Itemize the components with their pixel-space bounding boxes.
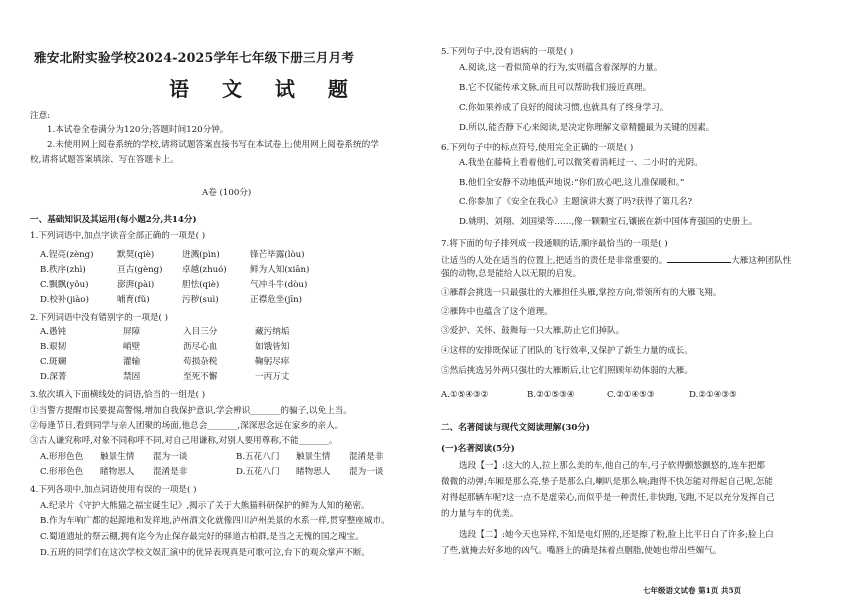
q4-option-c: C.蜀道遗址的祭云棚,拥有迄今为止保存最完好的驿道古柏群,是当之无愧的国之瑰宝。 xyxy=(40,532,364,542)
q7-intro-cont: 强的动物,总是能给人以无限的启发。 xyxy=(441,269,582,279)
q1-stem: 1.下列词语中,加点字读音全部正确的一项是( ) xyxy=(30,231,206,241)
q7-option: C.②①④⑤③ xyxy=(607,390,655,400)
notice-2b: 校,请将试题答案填涂、写在答题卡上。 xyxy=(30,155,179,165)
q3-sentence-1: ①当警方提醒市民要提高警惕,增加自我保护意识,学会辨识_______的骗子,以免上当。 xyxy=(30,406,352,416)
q5-stem: 5.下列句子中,没有语病的一项是( ) xyxy=(441,47,574,57)
q2-option-row: B.艰韧 峭壁 沥尽心血 如饿皆知 xyxy=(40,342,290,352)
exam-title: 雅安北附实验学校2024-2025学年七年级下册三月月考 xyxy=(34,50,355,65)
page-footer: 七年级语文试卷 第1页 共5页 xyxy=(643,586,742,595)
q3-option-row: A.形形色色 触景生情 混为一谈 B.五花八门 触景生情 混淆是非 xyxy=(40,452,384,462)
passage-2-line: 了些,就掩去好多地的凶气。嘴唇上的确是抹着点胭脂,使她也带出些媚气。 xyxy=(441,546,722,556)
q7-intro: 让适当的人处在适当的位置上,把适当的责任是非常重要的。 大雁这种团队性 xyxy=(441,256,792,266)
q7-options xyxy=(441,390,841,404)
q5-option-c: C.你如果养成了良好的阅读习惯,也就具有了终身学习。 xyxy=(459,103,669,113)
q1-option-row: C.飘飘(yǒu) 澎湃(pài) 胆怯(qiè) 气冲斗牛(dòu) xyxy=(40,280,308,290)
q7-answer-blank[interactable] xyxy=(667,254,731,263)
q7-sentence-5: ⑤然后挑选另外两只强壮的大雁断后,让它们照顾年幼体弱的大雁。 xyxy=(441,366,693,376)
q2-stem: 2.下列词语中没有错别字的一项是( ) xyxy=(30,313,168,323)
q6-option-b: B.他们全安静不动地低声地说:“你们放心吧,这儿准保暖和。” xyxy=(459,178,685,188)
notice-2a: 2.未使用网上阅卷系统的学校,请将试题答案直接书写在本试卷上;使用网上阅卷系统的学 xyxy=(47,140,379,150)
q7-stem: 7.将下面的句子排列成一段通顺的话,顺序最恰当的一项是( ) xyxy=(441,239,668,249)
q3-sentence-3: ③古人谦究称呼,对象不同称呼不同,对自己用谦称,对别人要用尊称,不能_______。 xyxy=(30,436,338,446)
passage-1-line: 对得起那辆车呢?这一点不是虚荣心,而似乎是一种责任,非快跑,飞跑,不足以充分发挥自己 xyxy=(441,493,775,503)
q3-sentence-2: ②每逢节日,看到同学与亲人团聚的场面,他总会_______,深深思念远在家乡的亲人。 xyxy=(30,421,344,431)
exam-subtitle: 语 文 试 题 xyxy=(169,77,361,101)
q3-stem: 3.依次填入下面横线处的词语,恰当的一组是( ) xyxy=(30,390,206,400)
q2-option-row: D.深菁 禁固 至死不懈 一丙万丈 xyxy=(40,372,290,382)
q6-option-a: A.我坐在藤椅上看着他们,可以微笑着消耗过一、二小时的光阴。 xyxy=(459,158,703,168)
q6-option-c: C.你参加了《安全在我心》主题演讲大赛了吗?获得了第几名? xyxy=(459,197,693,207)
q1-option-row: A.锃亮(zèng) 默契(qiè) 迸溅(pìn) 锋芒毕露(lòu) xyxy=(40,250,305,260)
q1-option-row: B.秩序(zhì) 亘古(gèng) 卓越(zhuó) 鲜为人知(xiān) xyxy=(40,265,310,275)
q7-sentence-2: ②雁阵中也蕴含了这个道理。 xyxy=(441,307,553,317)
q7-sentence-3: ③爱护、关怀、鼓舞每一只大雁,防止它们掉队。 xyxy=(441,326,625,336)
section-1-heading: 一、基础知识及其运用(每小题2分,共14分) xyxy=(30,215,197,225)
volume-a: A卷 (100分) xyxy=(202,188,252,198)
q6-option-d: D.姚明、刘翔、刘国梁等……,像一颗颗宝石,镶嵌在新中国体育强国的史册上。 xyxy=(459,217,758,227)
q3-option-row: C.形形色色 睹物思人 混淆是非 D.五花八门 睹物思人 混为一谈 xyxy=(40,467,384,477)
q7-sentence-4: ④这样的安排既保证了团队的飞行效率,又保护了新生力量的成长。 xyxy=(441,346,693,356)
q7-sentence-1: ①雁群会挑选一只最强壮的大雁担任头雁,掌控方向,带领所有的大雁飞翔。 xyxy=(441,288,722,298)
q6-stem: 6.下列句子中的标点符号,使用完全正确的一项是( ) xyxy=(441,143,634,153)
q4-option-b: B.作为车响广都的起源地和发祥地,泸州酒文化就像四川泸州美景的水系一样,贯穿整座城市。 xyxy=(40,516,390,526)
notice-1: 1.本试卷全卷满分为120分;答题时间120分钟。 xyxy=(47,125,229,135)
q2-option-row: C.斑斓 灌输 苟损杂税 鞠躬尽瘁 xyxy=(40,357,290,367)
q5-option-b: B.它不仅能传承文脉,而且可以帮助我们接近真理。 xyxy=(459,83,652,93)
passage-2-line: 选段【二】:她今天也异样,不知是电灯照的,还是擦了粉,脸上比平日白了许多;脸上白 xyxy=(459,530,774,540)
passage-1-line: 的力量与车的优美。 xyxy=(441,509,519,519)
q5-option-d: D.所以,能否静下心来阅读,是决定你理解文章精髓最为关键的因素。 xyxy=(459,123,715,133)
q7-option: D.②①④③⑤ xyxy=(689,390,737,400)
notice-label: 注意: xyxy=(30,111,51,121)
q5-option-a: A.阅读,这一看似简单的行为,实则蕴含着深厚的力量。 xyxy=(459,63,663,73)
passage-1-line: 选段【一】:这大的人,拉上那么美的车,他自己的车,弓子软得颤悠颤悠的,连车把都 xyxy=(459,461,766,471)
q1-option-row: D.校补(jiào) 哺育(fǔ) 污秽(suì) 正襟危坐(jīn) xyxy=(40,295,303,305)
q2-option-row: A.愚钝 屏障 入目三分 藏污纳垢 xyxy=(40,327,290,337)
passage-1-line: 微微的动弹;车厢是那么亮,垫子是那么白,喇叭是那么响;跑得不快怎能对得起自己呢,怎能 xyxy=(441,477,773,487)
q4-stem: 4.下列各项中,加点词语使用有误的一项是( ) xyxy=(30,485,197,495)
q4-option-a: A.纪录片《守护大熊猫之福宝诞生记》,揭示了关于大熊猫科研保护的鲜为人知的秘密。 xyxy=(40,501,370,511)
q4-option-d: D.五班的同学们在这次学校文娱汇演中的优异表现真是可歌可泣,台下的观众掌声不断。 xyxy=(40,548,371,558)
section-2-heading: 二、名著阅读与现代文阅读理解(30分) xyxy=(441,423,590,433)
q7-option: A.①⑤④③② xyxy=(441,390,489,400)
subsection-1-heading: (一)名著阅读(5分) xyxy=(441,444,515,454)
q7-option: B.②①⑤③④ xyxy=(527,390,575,400)
